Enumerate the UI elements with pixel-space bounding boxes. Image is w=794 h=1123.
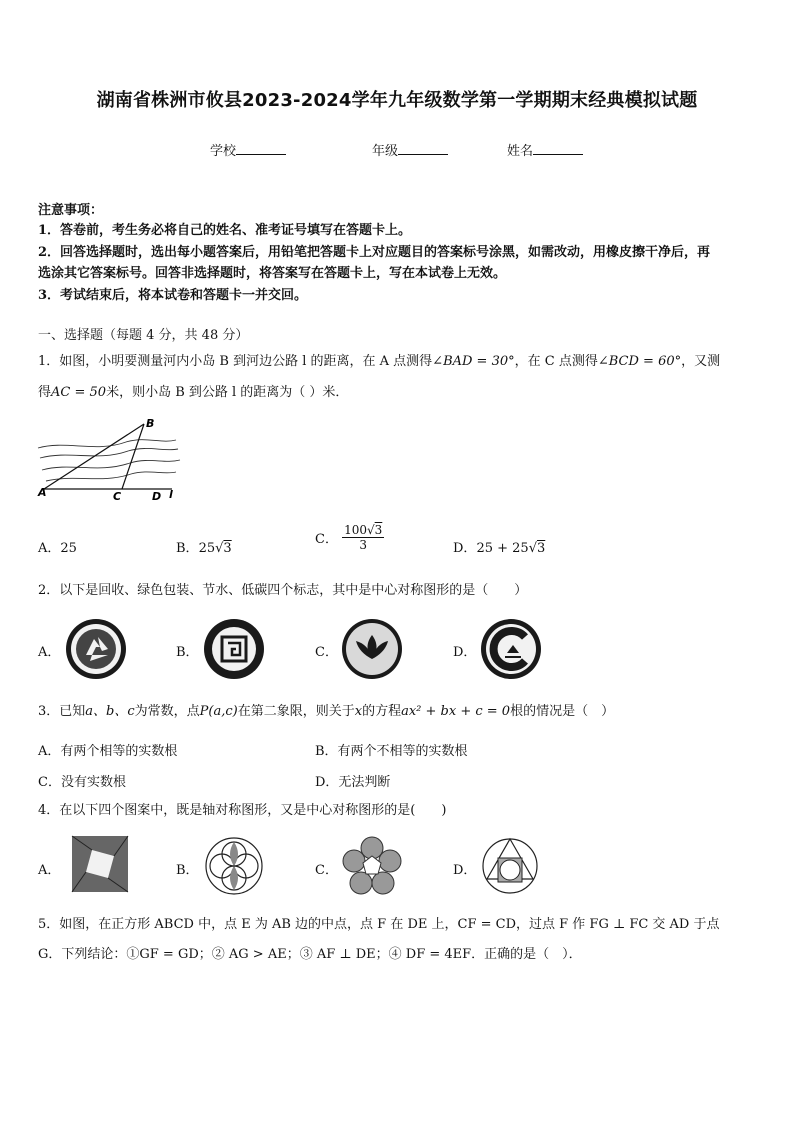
q4-option-c-label[interactable]: C．: [315, 863, 338, 878]
q2-option-a-label[interactable]: A．: [38, 645, 61, 660]
grade-field[interactable]: [372, 140, 448, 159]
q1-label-b: B: [146, 417, 155, 430]
q3-option-d[interactable]: D．无法判断: [315, 775, 391, 790]
green-package-logo-icon[interactable]: [202, 617, 266, 681]
q2-option-b-label[interactable]: B．: [176, 645, 199, 660]
q1-label-l: l: [169, 488, 173, 501]
school-field[interactable]: [210, 140, 286, 159]
q2-text: 2．以下是回收、绿色包装、节水、低碳四个标志，其中是中心对称图形的是（ ）: [38, 583, 528, 598]
q1-label-a: A: [38, 486, 47, 499]
circle-triangle-square-icon[interactable]: [480, 836, 540, 896]
pentagon-flower-icon[interactable]: [342, 836, 402, 896]
notice-item-3: 3．考试结束后，将本试卷和答题卡一并交回。: [38, 288, 308, 303]
water-saving-logo-icon[interactable]: [340, 617, 404, 681]
name-label: 姓名: [507, 144, 534, 159]
name-field[interactable]: [507, 140, 583, 159]
q4-option-a-label[interactable]: A．: [38, 863, 61, 878]
school-blank[interactable]: [236, 142, 286, 155]
four-petal-circle-icon[interactable]: [204, 836, 264, 896]
q4-text: 4．在以下四个图案中，既是轴对称图形，又是中心对称图形的是( ): [38, 803, 447, 818]
notice-item-2: 2．回答选择题时，选出每小题答案后，用铅笔把答题卡上对应题目的答案标号涂黑，如需改动，用橡皮擦干净后，再: [38, 245, 711, 260]
low-carbon-logo-icon[interactable]: [479, 617, 543, 681]
notice-heading: 注意事项：: [38, 203, 104, 218]
name-blank[interactable]: [533, 142, 583, 155]
q1-option-c[interactable]: C． $\frac{100√3}{3}$: [315, 523, 383, 552]
page-title: 湖南省株洲市攸县2023-2024学年九年级数学第一学期期末经典模拟试题: [96, 90, 698, 111]
recycle-logo-icon[interactable]: [64, 617, 128, 681]
q5-line1: 5．如图，在正方形 ABCD 中，点 E 为 AB 边的中点，点 F 在 DE 上，CF = CD，过点 F 作 FG ⊥ FC 交 AD 于点: [38, 917, 720, 932]
q4-option-d-label[interactable]: D．: [453, 863, 477, 878]
notice-item-2-cont: 选涂其它答案标号。回答非选择题时，将答案写在答题卡上，写在本试卷上无效。: [38, 266, 507, 281]
school-label: 学校: [210, 144, 237, 159]
q1-option-c-fraction: $\frac{100√3}{3}$: [344, 523, 383, 552]
pinwheel-square-icon[interactable]: [70, 834, 130, 894]
q4-option-b-label[interactable]: B．: [176, 863, 199, 878]
grade-label: 年级: [372, 144, 399, 159]
q3-option-c[interactable]: C．没有实数根: [38, 775, 126, 790]
q5-line2: G．下列结论：①GF = GD；② AG > AE；③ AF ⊥ DE；④ DF = 4EF．正确的是（ ）．: [38, 947, 582, 962]
q2-option-d-label[interactable]: D．: [453, 645, 477, 660]
q2-option-c-label[interactable]: C．: [315, 645, 338, 660]
q3-text: 3．已知a、b、c为常数，点P(a,c)在第二象限，则关于x的方程ax² + bx + c = 0根的情况是（ ）: [38, 704, 615, 719]
notice-item-1: 1．答卷前，考生务必将自己的姓名、准考证号填写在答题卡上。: [38, 223, 412, 238]
q1-line1: 1．如图，小明要测量河内小岛 B 到河边公路 l 的距离，在 A 点测得∠BAD = 30°，在 C 点测得∠BCD = 60°，又测: [38, 354, 721, 369]
q1-line2: 得AC = 50米，则小岛 B 到公路 l 的距离为（ ）米．: [38, 385, 349, 400]
q1-label-d: D: [152, 490, 162, 503]
q3-option-a[interactable]: A．有两个相等的实数根: [38, 744, 178, 759]
grade-blank[interactable]: [398, 142, 448, 155]
q1-option-b[interactable]: B．25√3: [176, 541, 232, 556]
section-heading: 一、选择题（每题 4 分，共 48 分）: [38, 328, 249, 343]
q1-label-c: C: [113, 490, 122, 503]
q1-option-a[interactable]: A．25: [38, 541, 77, 556]
q1-option-d[interactable]: D．25 + 25√3: [453, 541, 546, 556]
q3-option-b[interactable]: B．有两个不相等的实数根: [315, 744, 468, 759]
q1-figure: [36, 418, 181, 504]
